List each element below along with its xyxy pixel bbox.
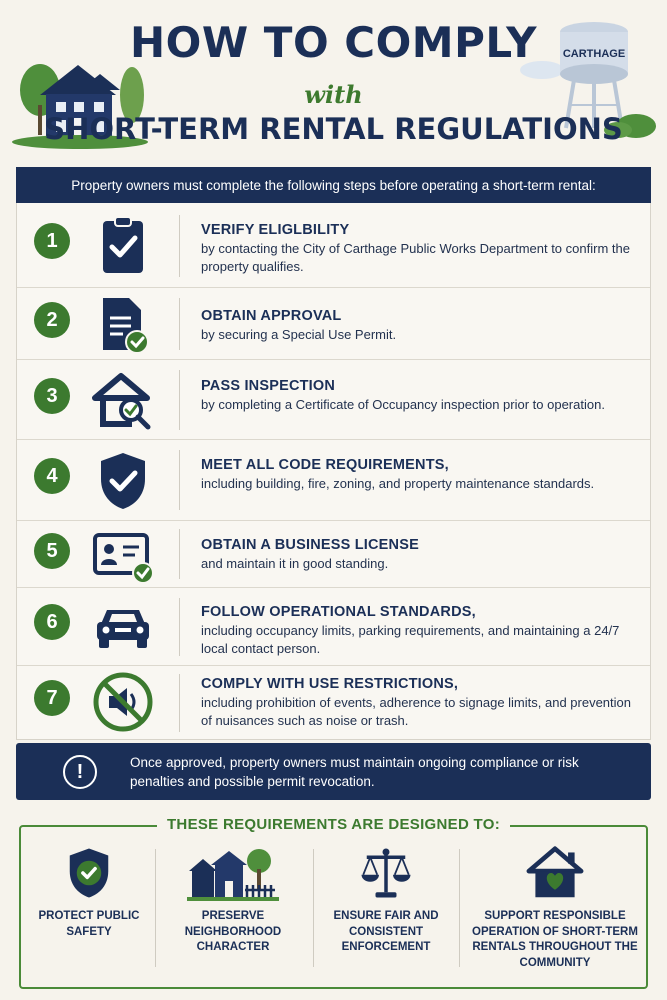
title-line2: SHORT-TERM RENTAL REGULATIONS [44,112,623,146]
clipboard-check-icon [91,213,155,277]
step-number: 2 [34,302,70,338]
compliance-notice [16,743,651,800]
step-desc: including prohibition of events, adherence to signage limits, and prevention of nuisances such as noise or trash. [201,695,631,728]
house-heart-icon [525,845,585,901]
step-title: OBTAIN APPROVAL [201,308,342,324]
step-number: 7 [34,680,70,716]
step-title: MEET ALL CODE REQUIREMENTS, [201,457,449,473]
id-card-icon [91,523,155,587]
step-desc: and maintain it in good standing. [201,556,389,571]
step-desc: including occupancy limits, parking requirements, and maintaining a 24/7 local contact person. [201,623,620,656]
title-line1: HOW TO COMPLY [129,18,538,67]
alert-icon: ! [63,755,97,789]
shield-check-icon [91,449,155,513]
step-number: 1 [34,223,70,259]
document-check-icon [91,292,155,356]
scales-icon [358,845,414,901]
step-title: FOLLOW OPERATIONAL STANDARDS, [201,604,476,620]
step-number: 3 [34,378,70,414]
step-5 [17,521,650,588]
no-noise-icon [91,670,155,734]
step-title: COMPLY WITH USE RESTRICTIONS, [201,676,459,692]
step-1 [17,203,650,288]
tower-label: CARTHAGE [562,48,626,60]
step-6 [17,588,650,666]
step-title: OBTAIN A BUSINESS LICENSE [201,537,419,553]
header [0,0,667,165]
step-desc: by contacting the City of Carthage Public Works Department to confirm the property qualifies. [201,241,630,274]
neighborhood-icon [187,845,279,901]
step-title: VERIFY ELIGLBILITY [201,222,350,238]
steps-list [16,203,651,740]
goal-neighborhood [163,845,303,956]
goal-fair-enforcement [321,845,451,956]
title-with: with [304,80,363,109]
house-inspection-icon [91,368,155,432]
goal-public-safety [29,845,149,940]
step-7 [17,666,650,740]
step-4 [17,440,650,521]
step-number: 6 [34,604,70,640]
step-2 [17,288,650,360]
goal-label: SUPPORT RESPONSIBLE OPERATION OF SHORT-TERM RENTALS THROUGHOUT THE COMMUNITY [472,910,638,969]
step-title: PASS INSPECTION [201,378,336,394]
intro-banner [16,167,651,203]
step-desc: by completing a Certificate of Occupancy inspection prior to operation. [201,397,605,412]
step-number: 4 [34,458,70,494]
shield-check-icon [61,845,117,901]
goal-responsible-operation [469,845,641,971]
step-3 [17,360,650,440]
goal-label: PROTECT PUBLIC SAFETY [38,910,140,938]
car-icon [91,594,155,658]
step-number: 5 [34,533,70,569]
goal-label: PRESERVE NEIGHBORHOOD CHARACTER [184,910,282,953]
purpose-box [19,816,648,989]
notice-text: Once approved, property owners must maintain ongoing compliance or risk penalties and possible permit revocation. [130,755,579,789]
intro-text: Property owners must complete the following steps before operating a short-term rental: [71,177,596,193]
goal-label: ENSURE FAIR AND CONSISTENT ENFORCEMENT [333,910,439,953]
step-desc: by securing a Special Use Permit. [201,327,397,342]
purpose-title: THESE REQUIREMENTS ARE DESIGNED TO: [157,816,510,833]
step-desc: including building, fire, zoning, and property maintenance standards. [201,476,595,491]
